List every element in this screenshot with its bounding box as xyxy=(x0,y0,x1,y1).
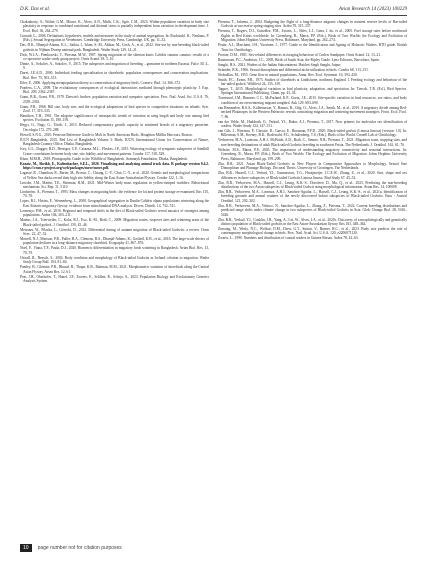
reference-entry: Das, D.K., Dhanjal-Adams, K.L., Saikia, I., Islam, S.-M., Akhtar, M., Gosh, A., et al., 2022. Site use by non-breeding black-tailed godwits in Nijhum Dweep national park, Bangladesh. Wader Study 129, 14–21. xyxy=(20,43,209,52)
reference-entry: Hamilton, T.H., 1961. The adaptive significances of intraspecific trends of variation in wing length and body size among bird species. Evolution 15, 180–195. xyxy=(20,114,209,123)
reference-entry: Kraatz, M., Sheikh, E., Kaltenbacher, S.E.L., 2020. Visualising and analysing animal track data. R package version 0.4.2. https://cran.r-project.org/web/packages/move/move.pdf. xyxy=(20,161,209,171)
reference-entry: Lindström, Å., Piersma, T., 1993. Mass changes in migrating birds: the evidence for fat and protein storage re-examined. Ibis 135, 70–78. xyxy=(20,189,209,199)
reference-entry: Lopes, R.J., Hortas, F., Wennerberg, L., 2008. Geographical segregation in Dunlin Calidris alpina populations wintering along the East Atlantic migratory flyway: evidence from mitochondrial DNA analysis. Divers. Distrib. 14, 732–741. xyxy=(20,199,209,208)
reference-entry: Chakraborty, A., Walter, G.M., Monro, K., Alves, A.N., Mirth, C.K., Sgrò, C.M., 2023. Within-population variation in body size plasticity in response to combined nutritional and thermal stress is partially independent from variation in development time. J. Evol. Biol. 36, 264–279. xyxy=(20,20,209,33)
reference-entry: Prosser, D.M., 1981. Sex-related differences in foraging behaviour of Curlew Sandpiper. Ornis Scand. 12, 13–21. xyxy=(218,52,381,57)
reference-entry: Conradt, L., 2006. Definitions, hypotheses, models and measures in the study of animal segregation. In: Ruckstuhl, K., Neuhaus, P. (Eds.), Sexual Segregation in Vertebrates. Cambridge University Press, Cambridge, UK, pp. 11–32. xyxy=(20,33,209,43)
header-rule xyxy=(20,15,407,16)
reference-entry: Grant, P.R., 1968. Bill size, body size, and the ecological adaptations of bird species to competitive situations on islands. Syst. Zool. 17, 319–333. xyxy=(20,104,209,114)
reference-entry: Zhu, B.R., Verhoeven, M.A., Hassell, C.J., Leung, K.K.-S., Dorofeev, D., Ma, Q., et al., 2023. Predicting the non-breeding distributions of the two Asian subspecies of Black-tailed Godwit using morphological information. Avian Res. 14, 100008. xyxy=(218,180,407,189)
reference-entry: Zhu, B.R., Verkuil, Y.I., Conklin, J.R., Yang, A., Lei, W., Alves, J.A., et al., 2021b. Discovery of a morphologically and genetically distinct population of Black-tailed godwits in the East Asian-Australasian flyway. Ibis 163, 448–462. xyxy=(218,217,407,226)
reference-entry: Eiler, F., 2006. Applying metapopulation theory to conservation of migratory birds. Conserv. Biol. 14, 366–372. xyxy=(20,80,181,85)
reference-entry: Duret, J.E.A.D., 2000. Individual feeding specialisation in shorebirds: population consequences and conservation implications. Biol. Rev. 75, 503–513. xyxy=(20,71,209,80)
reference-entry: Zhu, B.R., Verhoeven, M.A., Loonstra, A.H.J., Sanchez-Aguilar, L., Hassell, C.J., Leung, K.K.-S., et al., 2021a. Identification of breeding grounds and annual routines of the newly discovered bohaii subspecies of Black-tailed Godwits. Emu - Austral Ornithol. 121, 292–302. xyxy=(218,189,407,203)
references-columns xyxy=(20,20,407,530)
page-number: 10 xyxy=(20,544,32,552)
reference-entry: Dick, W.J.A., Pienkowski, T., Piersma, M.W., 1987. Spring migration of the siberian knots Calidris canutus canutus: results of a co-operative wader study group project. Ornis Scand. 18, 5–16. xyxy=(20,52,209,62)
reference-entry: Zhu, B.R., 2021. Asian Black-Tailed Godwits as New Players in Comparative Approaches to Morphology, Sexual Size Dimorphism and Plumage Biology. Doctoral Thesis. University of Groningen, The Netherlands. xyxy=(218,161,407,171)
reference-entry: Webster, M.S., Marra, P.P., 2005. The importance of understanding migratory connectivity and seasonal interactions. In: Greenberg, R., Marra, P.P. (Eds.), Birds of Two Worlds: The Ecology and Evolution of Migration. Johns Hopkins University Press, Baltimore, Maryland, pp. 199–209. xyxy=(218,147,407,161)
reference-entry: Piersma, T., Jukema, J., 2002. Budgeting the flight of a long-distance migrant: changes in nutrient reserve levels of Bar-tailed Godwits at successive spring staging sites. Ardea 78, 315–337. xyxy=(218,20,407,29)
reference-entry: Fearless, C.A., 2009. The evolutionary consequences of ecological interactions mediated through phenotypic plasticity. J. Exp. Biol. 209, 2362–2367. xyxy=(20,85,209,95)
reference-entry: Piersma, T., Rogers, D.I., González, P.M., Zwarts, L., Niles, L.J., Lima, I. do, et al., 2005. Fuel storage rates before northward flights in Red Knots worldwide. In: Greenberg, R., Marra, P.P. (Eds.), Birds of Two Worlds: the Ecology and Evolution of Migration. Johns Hopkins University Press, Baltimore, Maryland, pp. 262–274. xyxy=(218,29,407,43)
reference-entry: Tapper, T., 2015. Morphological variation in bird plasticity, adaptation, and speciation. In: Tiersch, T.R. (Ed.), Bird Species. Springer International Publishing, Cham, pp. 43–54. xyxy=(218,87,407,96)
reference-entry: Zhu, B.R., Verhoeven, M.A., Velasco, N., Sanchez-Aguilar, L., Zhang, Z., Piersma, T., 2022. Current breeding distributions and predicted range shifts under climate change in two subspecies of Black-tailed Godwits in Asia. Glob. Change Biol. 28, 5416–5426. xyxy=(218,203,407,217)
reference-entry: Khan, M.M.H., 2018. Photographic Guide to the Wildlife of Bangladesh. Arannayk Foundation, Dhaka, Bangladesh. xyxy=(20,156,188,161)
reference-entry: van der Velde, M., Haddrath, O., Verkuil, Y.I., Baker, A.J., Piersma, T., 2017. New primers for molecular sex identification of waders. Wader Study 124, 147–151. xyxy=(218,119,407,129)
reference-entry: Meissner, W., Pilacka, L., Górecki, D., 2012. Differential timing of autumn migration of Black-tailed Godwits: a review. Ornis Svec. 22, 47–52. xyxy=(20,227,209,236)
reference-entry: Verhoeven, M.A., Loonstra, A.H.J., McBride, A.D., Both, C., Senner, N.R., Piersma, T., 2021. Migration route, stopping sites, and non-breeding destinations of adult Black-tailed Godwits breeding in southwest Frisia, The Netherlands. J. Ornithol. 162, 61–76. xyxy=(218,138,407,147)
reference-entry: Howell, S.N.G., 2010. Peterson Reference Guide to Molt in North American Birds. Houghton Mifflin Harcourt, Boston. xyxy=(20,132,193,137)
reference-entry: Lincoln, J.M., Martin, T.E., Sherman, R.M., 2021. Mid-Winter body mass regulation in yellow-rumped warblers: Behavioural mechanism. Sci. Rep. 11, 5110. xyxy=(20,180,209,189)
page-footer xyxy=(20,544,122,552)
reference-entry: van Bemmelen, R.S.A., Kolbeinsson, Y., Ramos, R., Gilg, O., Alves, J.A., Smith, M., et al., 2019. A migratory divide among Red-necked Phalaropes in the Western Palearctic reveals contrasting migration and wintering movement strategies. Front. Ecol. Evol. 7, 86. xyxy=(218,105,407,119)
reference-entry: Mateus, J.A., Trierweiler, C., Koks, B.J., Exo, K.-M., Both, C., 2009. Migration routes, stopover sites and wintering areas of the Black-tailed godwit. J. Ornithol. 150, 45–46. xyxy=(20,218,209,227)
reference-entry: Slobodkin, M., 1955. Gene flow in natural populations. Annu. Rev. Ecol. Systemat. 16, 393–430. xyxy=(218,72,358,77)
reference-entry: van Gils, J., Wiersma, P., Christie, D., Garcia, E., Boesman, P.F.D., 2020. Black-tailed godwit (Limosa limosa) (version 1.0). In: Billerman, S.M., Keeney, B.K., Rodewald, P.G., Schulenberg, T.S. (Eds.), Birds of the World. Cornell Lab of Ornithology. xyxy=(218,129,407,138)
reference-entry: Townsend, J.M., Rimmer, C.C., McFarland, K.P., Goetz, J.E., 2015. Site-specific variation in food resources, sex ratios, and body condition of an overwintering migrant songbird. Auk 129, 683–690. xyxy=(218,96,407,105)
header-journal: Avian Research 14 (2023) 100229 xyxy=(338,7,407,12)
reference-entry: Ottvall, R., Bensch, S., 2004. Body condition and morphology of Black-tailed Godwits in Iceland: relation to migration. Wader Study Group Bull. 104, 81–84. xyxy=(20,255,209,265)
reference-entry: Hegyi, G., Nagy, G., Török, J., 2013. Reduced compensatory growth capacity in mistimed broods of a migratory passerine. Oecologia 172, 279–288. xyxy=(20,123,209,132)
reference-entry: Lourenço, P.M., et al., 2016. Regional and temporal shifts in the diet of Black-tailed Godwits reveal mosaics of strategies among populations. Ardea 104, 203–211. xyxy=(20,208,209,218)
reference-entry: Selander, R.K., 1966. Sexual dimorphism and differential niche utilization in birds. Condor 68, 113–151. xyxy=(218,67,369,72)
reference-entry: Noel, F., Viana, T.F., Paula, D.J., 2020. Biometric differentiation in migratory birds wintering in Bangladesh. Avian Biol. Res. 13, 70–79. xyxy=(20,246,209,255)
reference-entry: Pandey, B., Ghimire, P.R., Bhusal, R., Thapa, K.B., Rahman, M.M., 2021. Morphometric variation of shorebirds along the Central Asian Flyway. Avian Res. 12, 61. xyxy=(20,265,209,274)
reference-entry: Prater, A.J., Marchant, J.H., Vuorinen, J., 1977. Guide to the Identification and Ageing of Holarctic Waders. BTO guide. British Trust for Ornithology. xyxy=(218,43,407,52)
reference-entry: Zwarts, L., 1990. Numbers and distribution of coastal waders in Guinea-Bissau. Ardea 78, 42–63. xyxy=(218,236,359,241)
header-authors: D.K. Das et al. xyxy=(20,7,50,12)
references-column-right xyxy=(218,20,407,530)
reference-entry: Dimie, A., Sokolov, A., Sokolov, V., 2015. The subspecies and migration of breeding ...gomarine in northern Eurasia. Falco 30, 4–9. xyxy=(20,62,209,71)
reference-entry: Sanghi, H.S., 2021. Waders of the Indian Subcontinent. Hatchet Singh Sanghi, Jaipur. xyxy=(218,62,342,67)
reference-entry: Rasmussen, P.C., Anderton, J.C., 2005. Birds of South Asia: the Ripley Guide. Lynx Edicions, Barcelona, Spain. xyxy=(218,57,380,62)
reference-entry: Grant, B.R., Grant, P.R., 1979. Darwin's finches: population variation and sympatric speciation. Proc. Natl. Acad. Sci. U.S.A. 76, 2359–2363. xyxy=(20,95,209,104)
reference-entry: Zinsstag, M., Wesly, N.C., Wollsat, D.M., Drew, G.T., Sutton, V., Burner, R.C., et al., 2023. Body size predicts the rate of contemporary morphological change in birds. Proc. Natl. Acad. Sci. U.S.A. 120, e2206971120. xyxy=(218,226,407,236)
reference-entry: Peat, J.H., Oberhofer, T., Hanel, J.F., Zweers, E., Schllen, R., Scheja, A., 2023. Population Biology and Evolutionary Genetics Analysis System. xyxy=(20,274,209,283)
references-column-left xyxy=(20,20,209,530)
reference-entry: Ivey, G.L., Dugger, B.D., Herziger, C.P., Casazza, M.L., Fleskes, J.P., 2015. Wintering ecology of sympatric subspecies of Sandhill Crane: correlations between body size, site fidelity, and movement patterns. Condor 117, 518–529. xyxy=(20,147,209,156)
reference-entry: IUCN Bangladesh, 2015. Red List of Bangladesh Volume 3: Birds. IUCN, International Union for Conservation of Nature, Bangladesh Country Office, Dhaka, Bangladesh. xyxy=(20,137,209,147)
reference-entry: Lagassé, R., Chambon, R., Barter, M., Brown, C., Chiang, C.-Y., Choi, C.-Y., et al., 2020. Genetic and morphological comparisons of Yellow Sea ducks reveal their high site fidelity along the East Asian-Australasian Flyway. Condor 122, 1–16. xyxy=(20,171,209,180)
reference-entry: Morrell, N.J., Mattson, P.R., Fuller, R.A., Clemens, R.S., Dhanjal-Adams, K., Gosbell, K.B., et al., 2016. The large-scale drivers of population declines in a long-distance migratory shorebird. Ecography 41, 867–876. xyxy=(20,236,209,246)
footer-note: page number not for citation purposes xyxy=(37,545,122,551)
reference-entry: Smith, P.C., Evans, P.R., 1973. Studies of shorebirds at Lindisfarne, northeast England. I. Feeding ecology and behaviour of the bar-tailed godwit. Wildfowl 24, 135–139. xyxy=(218,77,407,87)
reference-entry: Zhu, B.R., Hassell, C.J., Verkuil, Y.I., Gunnarsson, T.G., Hooijmeijer, J.C.E.W., Zhang, Z., et al., 2020. Size, shape and sex differences in three subspecies of Black-tailed Godwits Limosa limosa. Bird Study 67, 45–52. xyxy=(218,171,407,180)
